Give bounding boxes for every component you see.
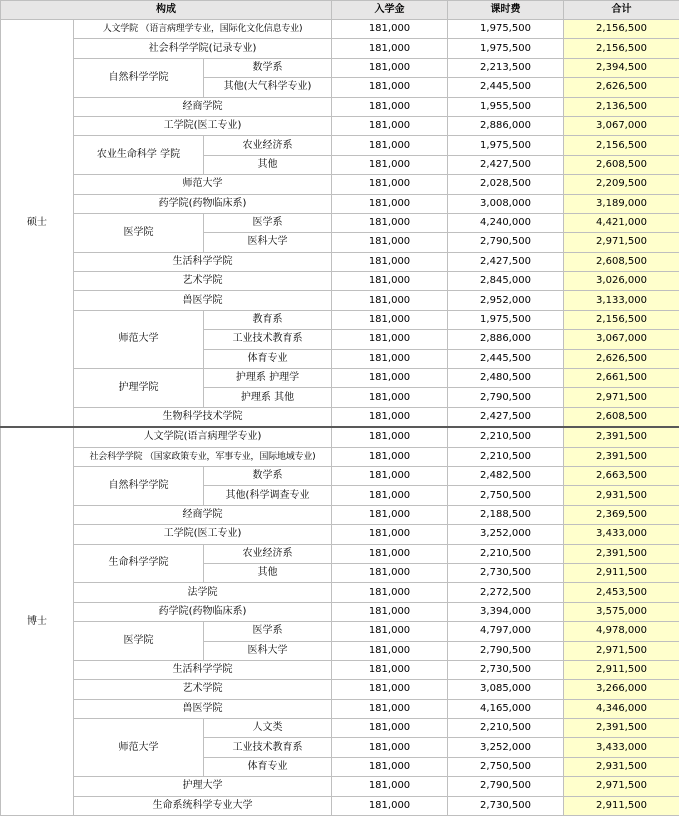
total-cell: 2,911,500 — [564, 660, 679, 679]
department-name: 医科大学 — [204, 233, 332, 252]
admission-cell: 181,000 — [332, 486, 448, 505]
table-row — [1, 719, 679, 738]
total-cell: 2,626,500 — [564, 349, 679, 368]
header-admission: 入学金 — [332, 1, 448, 20]
admission-cell: 181,000 — [332, 719, 448, 738]
total-cell: 2,626,500 — [564, 78, 679, 97]
tuition-cell: 2,427,500 — [448, 155, 564, 174]
department-name: 护理系 其他 — [204, 388, 332, 407]
admission-cell: 181,000 — [332, 194, 448, 213]
department-name: 数学系 — [204, 58, 332, 77]
department-name: 工业技术教育系 — [204, 330, 332, 349]
total-cell: 2,971,500 — [564, 388, 679, 407]
admission-cell: 181,000 — [332, 213, 448, 232]
table-row — [1, 116, 679, 135]
table-row — [1, 213, 679, 232]
tuition-cell: 3,008,000 — [448, 194, 564, 213]
college-name: 师范大学 — [74, 719, 204, 777]
total-cell: 2,971,500 — [564, 641, 679, 660]
tuition-cell: 2,028,500 — [448, 175, 564, 194]
admission-cell: 181,000 — [332, 699, 448, 718]
total-cell: 2,391,500 — [564, 544, 679, 563]
college-name: 师范大学 — [74, 310, 204, 368]
total-cell: 3,067,000 — [564, 116, 679, 135]
tuition-cell: 1,975,500 — [448, 20, 564, 39]
college-name: 生物科学技术学院 — [74, 407, 332, 427]
total-cell: 2,156,500 — [564, 136, 679, 155]
admission-cell: 181,000 — [332, 136, 448, 155]
admission-cell: 181,000 — [332, 796, 448, 815]
tuition-cell: 1,975,500 — [448, 39, 564, 58]
tuition-cell: 2,445,500 — [448, 78, 564, 97]
tuition-cell: 2,482,500 — [448, 466, 564, 485]
total-cell: 2,391,500 — [564, 719, 679, 738]
total-cell: 3,067,000 — [564, 330, 679, 349]
admission-cell: 181,000 — [332, 291, 448, 310]
department-name: 医学系 — [204, 213, 332, 232]
table-row — [1, 525, 679, 544]
tuition-cell: 4,797,000 — [448, 622, 564, 641]
college-name: 生活科学学院 — [74, 660, 332, 679]
tuition-cell: 2,213,500 — [448, 58, 564, 77]
total-cell: 4,346,000 — [564, 699, 679, 718]
admission-cell: 181,000 — [332, 505, 448, 524]
department-name: 医科大学 — [204, 641, 332, 660]
college-name: 经商学院 — [74, 97, 332, 116]
admission-cell: 181,000 — [332, 175, 448, 194]
college-name: 人文学院 （语言病理学专业，国际化文化信息专业) — [74, 20, 332, 39]
total-cell: 2,453,500 — [564, 583, 679, 602]
tuition-cell: 2,210,500 — [448, 447, 564, 466]
tuition-cell: 2,730,500 — [448, 563, 564, 582]
tuition-cell: 2,750,500 — [448, 486, 564, 505]
admission-cell: 181,000 — [332, 388, 448, 407]
total-cell: 2,608,500 — [564, 252, 679, 271]
degree-label: 硕士 — [1, 20, 74, 428]
college-name: 自然科学学院 — [74, 466, 204, 505]
admission-cell: 181,000 — [332, 330, 448, 349]
college-name: 工学院(医工专业) — [74, 116, 332, 135]
total-cell: 3,266,000 — [564, 680, 679, 699]
total-cell: 2,931,500 — [564, 757, 679, 776]
admission-cell: 181,000 — [332, 427, 448, 447]
college-name: 艺术学院 — [74, 272, 332, 291]
department-name: 体育专业 — [204, 349, 332, 368]
table-row — [1, 310, 679, 329]
table-row — [1, 622, 679, 641]
total-cell: 2,608,500 — [564, 407, 679, 427]
admission-cell: 181,000 — [332, 544, 448, 563]
department-name: 教育系 — [204, 310, 332, 329]
admission-cell: 181,000 — [332, 349, 448, 368]
total-cell: 2,608,500 — [564, 155, 679, 174]
college-name: 药学院(药物临床系) — [74, 602, 332, 621]
total-cell: 3,026,000 — [564, 272, 679, 291]
department-name: 护理系 护理学 — [204, 369, 332, 388]
admission-cell: 181,000 — [332, 58, 448, 77]
tuition-cell: 3,394,000 — [448, 602, 564, 621]
total-cell: 4,421,000 — [564, 213, 679, 232]
table-row — [1, 194, 679, 213]
college-name: 医学院 — [74, 622, 204, 661]
table-row — [1, 699, 679, 718]
total-cell: 2,911,500 — [564, 796, 679, 815]
total-cell: 3,433,000 — [564, 525, 679, 544]
admission-cell: 181,000 — [332, 116, 448, 135]
admission-cell: 181,000 — [332, 563, 448, 582]
tuition-cell: 2,790,500 — [448, 233, 564, 252]
tuition-cell: 2,845,000 — [448, 272, 564, 291]
department-name: 其他 — [204, 563, 332, 582]
tuition-cell: 2,210,500 — [448, 427, 564, 447]
admission-cell: 181,000 — [332, 777, 448, 796]
table-row — [1, 407, 679, 427]
table-row — [1, 544, 679, 563]
admission-cell: 181,000 — [332, 407, 448, 427]
admission-cell: 181,000 — [332, 155, 448, 174]
admission-cell: 181,000 — [332, 660, 448, 679]
department-name: 其他(大气科学专业) — [204, 78, 332, 97]
tuition-cell: 2,790,500 — [448, 777, 564, 796]
tuition-cell: 2,210,500 — [448, 719, 564, 738]
tuition-cell: 2,886,000 — [448, 116, 564, 135]
college-name: 艺术学院 — [74, 680, 332, 699]
fee-table-body — [1, 20, 679, 816]
admission-cell: 181,000 — [332, 272, 448, 291]
total-cell: 2,911,500 — [564, 563, 679, 582]
table-row — [1, 39, 679, 58]
tuition-cell: 2,730,500 — [448, 796, 564, 815]
table-row — [1, 660, 679, 679]
tuition-cell: 3,252,000 — [448, 525, 564, 544]
total-cell: 2,391,500 — [564, 427, 679, 447]
department-name: 农业经济系 — [204, 544, 332, 563]
admission-cell: 181,000 — [332, 641, 448, 660]
tuition-cell: 2,272,500 — [448, 583, 564, 602]
table-row — [1, 427, 679, 447]
admission-cell: 181,000 — [332, 738, 448, 757]
college-name: 生活科学学院 — [74, 252, 332, 271]
admission-cell: 181,000 — [332, 602, 448, 621]
table-row — [1, 252, 679, 271]
admission-cell: 181,000 — [332, 233, 448, 252]
department-name: 医学系 — [204, 622, 332, 641]
tuition-cell: 2,750,500 — [448, 757, 564, 776]
admission-cell: 181,000 — [332, 525, 448, 544]
total-cell: 2,394,500 — [564, 58, 679, 77]
total-cell: 3,433,000 — [564, 738, 679, 757]
header-total: 合计 — [564, 1, 679, 20]
table-row — [1, 583, 679, 602]
total-cell: 2,136,500 — [564, 97, 679, 116]
admission-cell: 181,000 — [332, 622, 448, 641]
college-name: 生命系统科学专业大学 — [74, 796, 332, 815]
table-row — [1, 175, 679, 194]
tuition-cell: 1,975,500 — [448, 310, 564, 329]
tuition-cell: 2,427,500 — [448, 252, 564, 271]
department-name: 人文类 — [204, 719, 332, 738]
total-cell: 2,663,500 — [564, 466, 679, 485]
tuition-cell: 2,952,000 — [448, 291, 564, 310]
tuition-cell: 3,252,000 — [448, 738, 564, 757]
department-name: 农业经济系 — [204, 136, 332, 155]
total-cell: 2,391,500 — [564, 447, 679, 466]
college-name: 医学院 — [74, 213, 204, 252]
total-cell: 2,156,500 — [564, 310, 679, 329]
college-name: 自然科学学院 — [74, 58, 204, 97]
header-tuition: 课时费 — [448, 1, 564, 20]
college-name: 农业生命科学 学院 — [74, 136, 204, 175]
college-name: 法学院 — [74, 583, 332, 602]
college-name: 师范大学 — [74, 175, 332, 194]
total-cell: 3,133,000 — [564, 291, 679, 310]
admission-cell: 181,000 — [332, 447, 448, 466]
tuition-cell: 2,210,500 — [448, 544, 564, 563]
table-row — [1, 272, 679, 291]
total-cell: 2,661,500 — [564, 369, 679, 388]
total-cell: 3,189,000 — [564, 194, 679, 213]
admission-cell: 181,000 — [332, 39, 448, 58]
admission-cell: 181,000 — [332, 78, 448, 97]
total-cell: 2,156,500 — [564, 20, 679, 39]
tuition-cell: 2,188,500 — [448, 505, 564, 524]
table-row — [1, 466, 679, 485]
department-name: 体育专业 — [204, 757, 332, 776]
admission-cell: 181,000 — [332, 369, 448, 388]
college-name: 药学院(药物临床系) — [74, 194, 332, 213]
total-cell: 2,931,500 — [564, 486, 679, 505]
tuition-cell: 4,240,000 — [448, 213, 564, 232]
admission-cell: 181,000 — [332, 583, 448, 602]
department-name: 其他(科学调查专业 — [204, 486, 332, 505]
table-row — [1, 20, 679, 39]
degree-label: 博士 — [1, 427, 74, 815]
college-name: 人文学院(语言病理学专业) — [74, 427, 332, 447]
tuition-cell: 2,790,500 — [448, 388, 564, 407]
admission-cell: 181,000 — [332, 20, 448, 39]
table-row — [1, 505, 679, 524]
college-name: 兽医学院 — [74, 699, 332, 718]
total-cell: 2,971,500 — [564, 777, 679, 796]
table-row — [1, 602, 679, 621]
department-name: 工业技术教育系 — [204, 738, 332, 757]
table-row — [1, 680, 679, 699]
header-row — [1, 1, 679, 20]
table-row — [1, 291, 679, 310]
admission-cell: 181,000 — [332, 757, 448, 776]
total-cell: 2,209,500 — [564, 175, 679, 194]
tuition-cell: 2,427,500 — [448, 407, 564, 427]
department-name: 数学系 — [204, 466, 332, 485]
table-row — [1, 447, 679, 466]
table-row — [1, 136, 679, 155]
total-cell: 2,156,500 — [564, 39, 679, 58]
tuition-cell: 2,790,500 — [448, 641, 564, 660]
college-name: 工学院(医工专业) — [74, 525, 332, 544]
table-row — [1, 777, 679, 796]
college-name: 护理学院 — [74, 369, 204, 408]
admission-cell: 181,000 — [332, 252, 448, 271]
table-row — [1, 97, 679, 116]
department-name: 其他 — [204, 155, 332, 174]
total-cell: 4,978,000 — [564, 622, 679, 641]
tuition-cell: 2,445,500 — [448, 349, 564, 368]
table-row — [1, 369, 679, 388]
tuition-cell: 1,975,500 — [448, 136, 564, 155]
admission-cell: 181,000 — [332, 680, 448, 699]
college-name: 护理大学 — [74, 777, 332, 796]
admission-cell: 181,000 — [332, 97, 448, 116]
college-name: 兽医学院 — [74, 291, 332, 310]
admission-cell: 181,000 — [332, 310, 448, 329]
total-cell: 2,971,500 — [564, 233, 679, 252]
admission-cell: 181,000 — [332, 466, 448, 485]
table-row — [1, 58, 679, 77]
tuition-cell: 4,165,000 — [448, 699, 564, 718]
table-row — [1, 796, 679, 815]
college-name: 社会科学学院(记录专业) — [74, 39, 332, 58]
header-composition: 构成 — [1, 1, 332, 20]
total-cell: 3,575,000 — [564, 602, 679, 621]
college-name: 社会科学学院 （国家政策专业，军事专业，国际地域专业) — [74, 447, 332, 466]
college-name: 经商学院 — [74, 505, 332, 524]
tuition-cell: 1,955,500 — [448, 97, 564, 116]
tuition-cell: 2,480,500 — [448, 369, 564, 388]
total-cell: 2,369,500 — [564, 505, 679, 524]
tuition-cell: 3,085,000 — [448, 680, 564, 699]
tuition-cell: 2,886,000 — [448, 330, 564, 349]
tuition-cell: 2,730,500 — [448, 660, 564, 679]
college-name: 生命科学学院 — [74, 544, 204, 583]
